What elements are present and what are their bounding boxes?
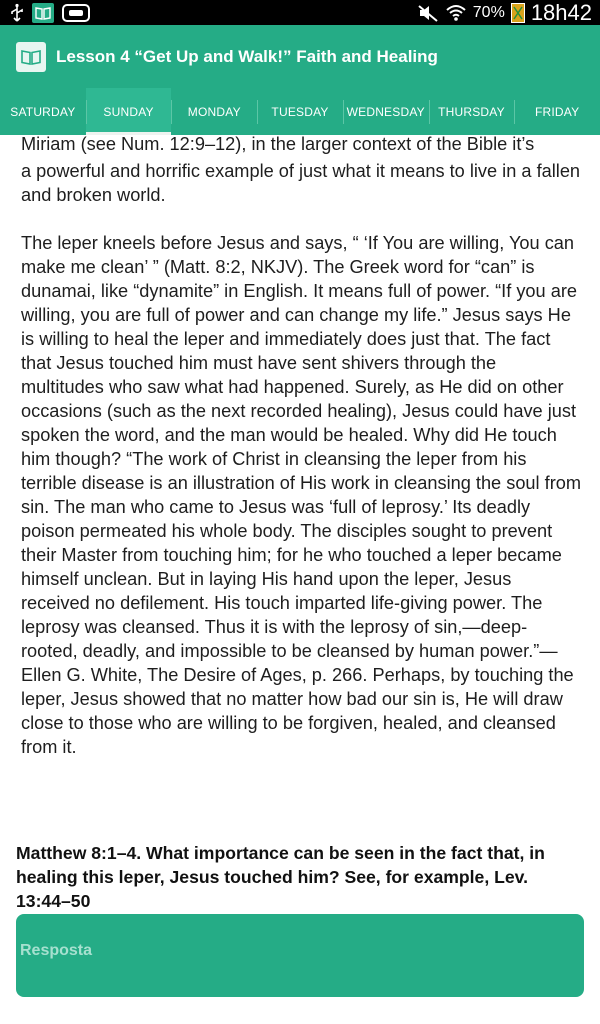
tab-thursday[interactable]: THURSDAY [429, 88, 515, 135]
tab-monday[interactable]: MONDAY [171, 88, 257, 135]
mute-icon [417, 4, 439, 22]
book-icon [32, 3, 54, 23]
day-tabs [0, 88, 600, 135]
answer-placeholder: Resposta [20, 942, 93, 959]
tab-wednesday[interactable]: WEDNESDAY [343, 88, 429, 135]
lesson-title: Lesson 4 “Get Up and Walk!” Faith and Healing [56, 47, 438, 66]
clock: 18h42 [530, 0, 592, 25]
tab-tuesday[interactable]: TUESDAY [257, 88, 343, 135]
lesson-content[interactable] [0, 135, 600, 1024]
paragraph-cut: Miriam (see Num. 12:9–12), in the larger context of the Bible it’s [21, 135, 535, 154]
tab-friday[interactable]: FRIDAY [514, 88, 600, 135]
paragraph: The leper kneels before Jesus and says, “ ‘If You are willing, You can make me clean’ ” (Matt. 8:2, NKJV). The Greek word for “can” is dunamai, like “dynamite” in English. It means full of power. “If you are willing, you are full of power and can change my life.” Jesus says He is willing to heal the leper and immediately does just that. The fact that Jesus touched him must have sent shivers through the multitudes who saw what had happened. Surely, as He did on other occasions (such as the next recorded healing), Jesus could have just spoken the word, and the man would be healed. Why did He touch him though? “The work of Christ in cleansing the leper from his terrible disease is an illustration of His work in cleansing the soul from sin. The man who came to Jesus was ‘full of leprosy.’ Its deadly poison permeated his whole body. The disciples sought to prevent their Master from touching him; for he who touched a leper became himself unclean. But in laying His hand upon the leper, Jesus received no defilement. His touch imparted life-giving power. The leprosy was cleansed. Thus it is with the leprosy of sin,—deep-rooted, deadly, and impossible to be cleansed by human power.”—Ellen G. White, The Desire of Ages, p. 266. Perhaps, by touching the leper, Jesus showed that no matter how bad our sin is, He will draw close to those who are willing to be forgiven, healed, and cleansed from it. [21, 233, 582, 757]
battery-percent: 70% [472, 3, 505, 21]
app-bar [0, 25, 600, 135]
battery-icon [511, 3, 525, 23]
wifi-icon [445, 4, 467, 22]
study-question: Matthew 8:1–4. What importance can be seen in the fact that, in healing this leper, Jesus touched him? See, for example, Lev. 13:44–50 [16, 843, 545, 911]
gamepad-icon [62, 4, 90, 22]
book-icon[interactable] [16, 42, 46, 72]
paragraph: a powerful and horrific example of just what it means to live in a fallen and broken world. [21, 161, 581, 205]
usb-icon [10, 3, 24, 23]
status-bar [0, 0, 600, 25]
answer-input[interactable] [16, 914, 584, 997]
tab-sunday[interactable]: SUNDAY [86, 88, 172, 135]
tab-saturday[interactable]: SATURDAY [10, 104, 76, 119]
